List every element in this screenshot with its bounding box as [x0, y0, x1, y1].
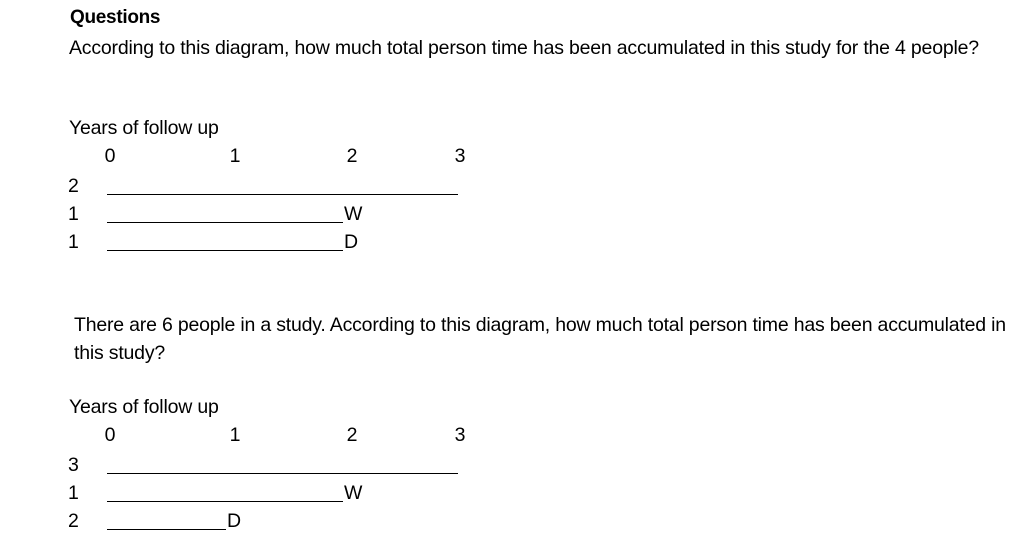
follow-up-diagram-1: [0, 117, 1024, 257]
end-label-died: D: [227, 510, 242, 532]
axis-title: Years of follow up: [69, 396, 219, 418]
follow-up-line: [107, 529, 226, 530]
row-count: 2: [68, 510, 79, 532]
row-count: 2: [68, 175, 79, 197]
tick-label-1: 1: [229, 424, 241, 446]
follow-up-line: [107, 473, 458, 474]
question-1-text: According to this diagram, how much total person time has been accumulated in this study for the 4 people?: [69, 37, 979, 59]
end-label-died: D: [344, 231, 359, 253]
follow-up-line: [107, 501, 343, 502]
row-count: 3: [68, 454, 79, 476]
axis-title: Years of follow up: [69, 117, 219, 139]
end-label-withdrawn: W: [344, 203, 363, 225]
tick-label-2: 2: [346, 424, 358, 446]
row-count: 1: [68, 482, 79, 504]
question-2-text: There are 6 people in a study. According to this diagram, how much total person time has been accumulated in this study?: [74, 314, 1006, 364]
tick-label-2: 2: [346, 145, 358, 167]
tick-label-1: 1: [229, 145, 241, 167]
tick-label-0: 0: [104, 424, 116, 446]
end-label-withdrawn: W: [344, 482, 363, 504]
tick-label-0: 0: [104, 145, 116, 167]
page-heading: Questions: [70, 7, 161, 28]
row-count: 1: [68, 231, 79, 253]
tick-label-3: 3: [454, 424, 466, 446]
follow-up-diagram-2: [0, 396, 1024, 536]
follow-up-line: [107, 194, 458, 195]
follow-up-line: [107, 222, 343, 223]
follow-up-line: [107, 250, 343, 251]
tick-label-3: 3: [454, 145, 466, 167]
row-count: 1: [68, 203, 79, 225]
